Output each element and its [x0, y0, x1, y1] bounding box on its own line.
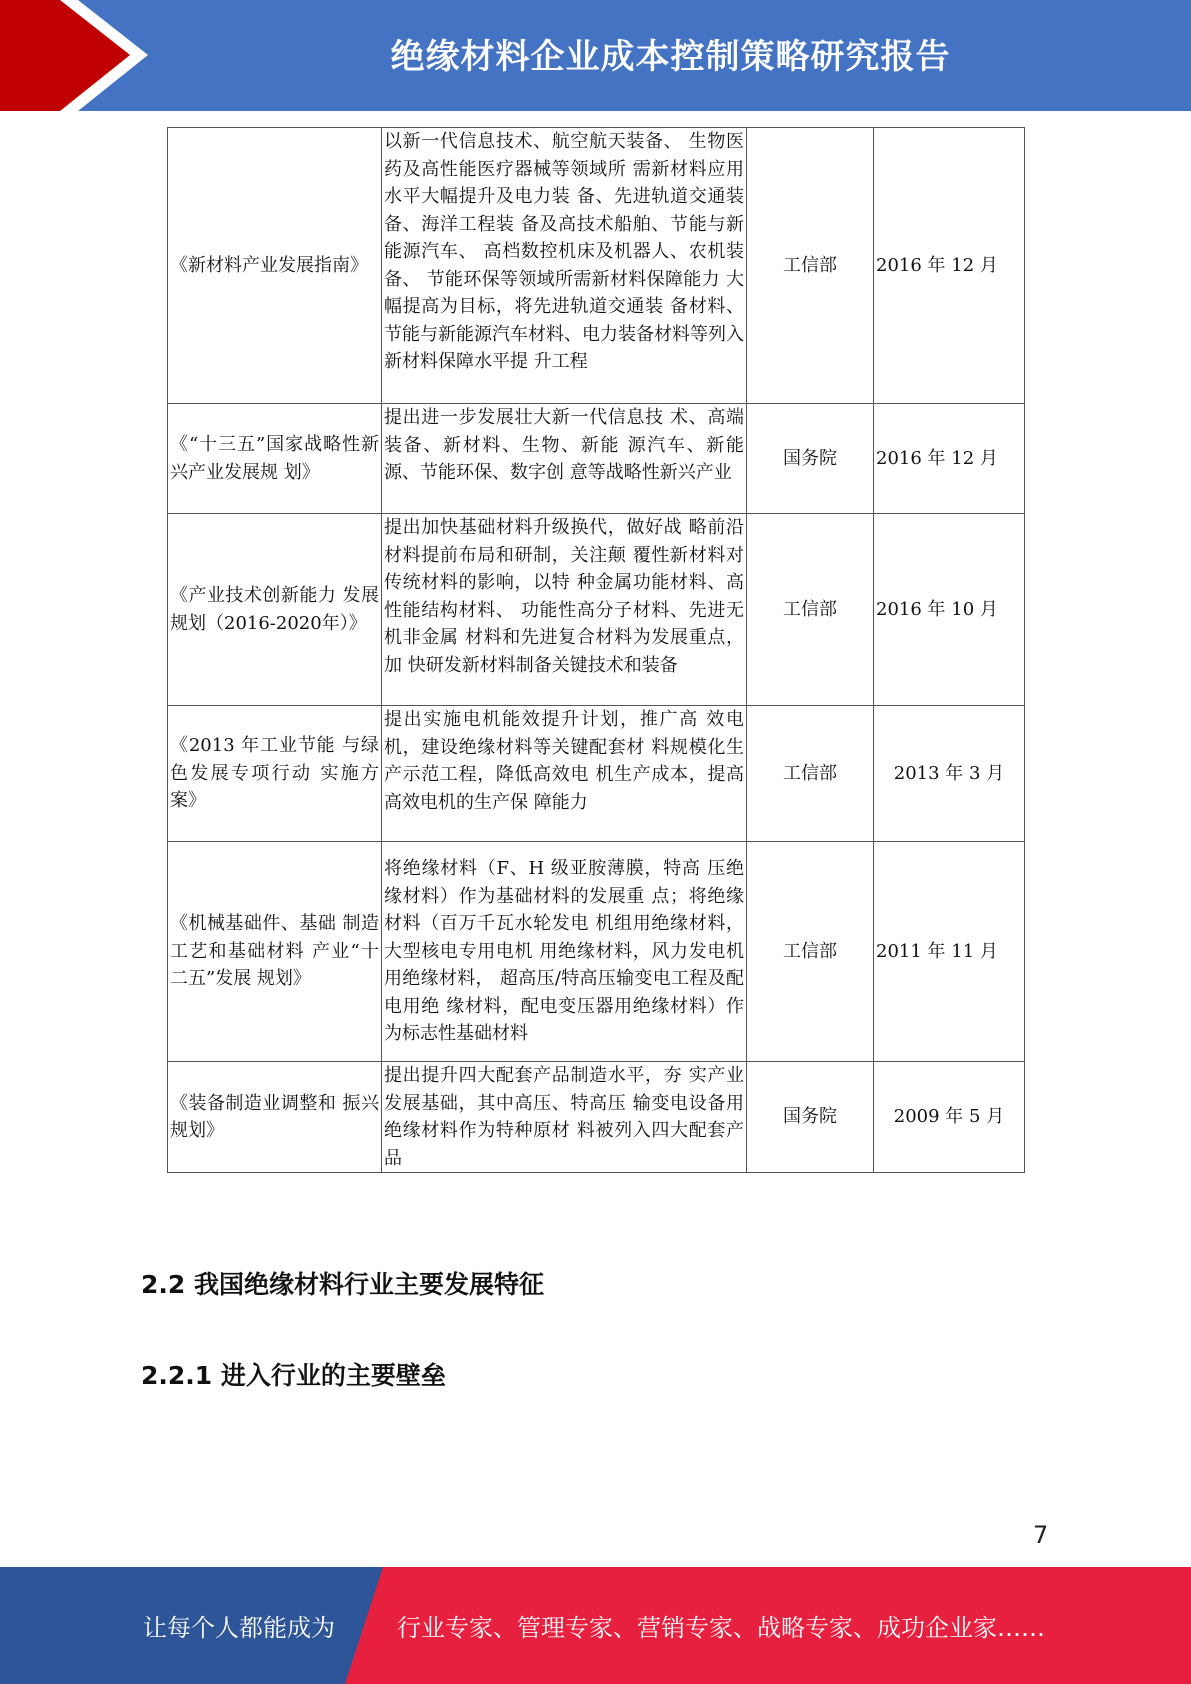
policy-date: 2016 年 12 月 — [874, 128, 1025, 404]
table-row — [168, 514, 1025, 706]
policy-name: 《新材料产业发展指南》 — [168, 128, 382, 404]
table-row — [168, 1062, 1025, 1173]
page-footer — [0, 1567, 1191, 1684]
policy-org: 工信部 — [747, 842, 874, 1062]
policy-date: 2009 年 5 月 — [874, 1062, 1025, 1173]
header-title: 绝缘材料企业成本控制策略研究报告 — [390, 36, 951, 77]
policy-content: 提出提升四大配套产品制造水平，夯 实产业发展基础，其中高压、特高压 输变电设备用绝缘材料作为特种原材 料被列入四大配套产品 — [382, 1062, 747, 1173]
page-number: 7 — [1033, 1521, 1049, 1549]
page-header — [0, 0, 1191, 111]
policy-table — [167, 127, 1025, 1173]
policy-org: 工信部 — [747, 128, 874, 404]
policy-name: 《2013 年工业节能 与绿色发展专项行动 实施方案》 — [168, 706, 382, 842]
policy-date: 2016 年 10 月 — [874, 514, 1025, 706]
table-row — [168, 128, 1025, 404]
footer-slogan-left: 让每个人都能成为 — [143, 1614, 335, 1642]
table-row — [168, 842, 1025, 1062]
footer-slogan-right: 行业专家、管理专家、营销专家、战略专家、成功企业家…… — [397, 1614, 1045, 1642]
policy-org: 国务院 — [747, 404, 874, 514]
table-row — [168, 706, 1025, 842]
policy-org: 工信部 — [747, 706, 874, 842]
policy-content: 提出进一步发展壮大新一代信息技 术、高端装备、新材料、生物、新能 源汽车、新能源、节能环保、数字创 意等战略性新兴产业 — [382, 404, 747, 514]
policy-name: 《机械基础件、基础 制造工艺和基础材料 产业“十二五”发展 规划》 — [168, 842, 382, 1062]
policy-date: 2016 年 12 月 — [874, 404, 1025, 514]
policy-org: 工信部 — [747, 514, 874, 706]
table-row — [168, 404, 1025, 514]
policy-content: 将绝缘材料（F、H 级亚胺薄膜，特高 压绝缘材料）作为基础材料的发展重 点；将绝缘材料（百万千瓦水轮发电 机组用绝缘材料，大型核电专用电机 用绝缘材料，风力发电机用绝缘材料， 超高压/特高压输变电工程及配电用绝 缘材料，配电变压器用绝缘材料）作 为标志性基础材料 — [382, 842, 747, 1062]
policy-name: 《“十三五”国家战略性新兴产业发展规 划》 — [168, 404, 382, 514]
policy-content: 提出实施电机能效提升计划，推广高 效电机，建设绝缘材料等关键配套材 料规模化生产示范工程，降低高效电 机生产成本，提高高效电机的生产保 障能力 — [382, 706, 747, 842]
policy-content: 提出加快基础材料升级换代，做好战 略前沿材料提前布局和研制，关注颠 覆性新材料对传统材料的影响，以特 种金属功能材料、高性能结构材料、 功能性高分子材料、先进无机非金属 材料和先进复合材料为发展重点，加 快研发新材料制备关键技术和装备 — [382, 514, 747, 706]
subsection-heading: 2.2.1 进入行业的主要壁垒 — [141, 1361, 446, 1390]
policy-content: 以新一代信息技术、航空航天装备、 生物医药及高性能医疗器械等领域所 需新材料应用水平大幅提升及电力装 备、先进轨道交通装备、海洋工程装 备及高技术船舶、节能与新能源汽车、 高档数控机床及机器人、农机装备、 节能环保等领域所需新材料保障能力 大幅提高为目标，将先进轨道交通装 备材料、节能与新能源汽车材料、电力装备材料等列入新材料保障水平提 升工程 — [382, 128, 747, 404]
policy-date: 2011 年 11 月 — [874, 842, 1025, 1062]
policy-org: 国务院 — [747, 1062, 874, 1173]
policy-date: 2013 年 3 月 — [874, 706, 1025, 842]
section-heading: 2.2 我国绝缘材料行业主要发展特征 — [141, 1270, 544, 1299]
header-arrow-decoration — [0, 0, 160, 111]
policy-name: 《产业技术创新能力 发展规划（2016-2020年）》 — [168, 514, 382, 706]
policy-name: 《装备制造业调整和 振兴规划》 — [168, 1062, 382, 1173]
